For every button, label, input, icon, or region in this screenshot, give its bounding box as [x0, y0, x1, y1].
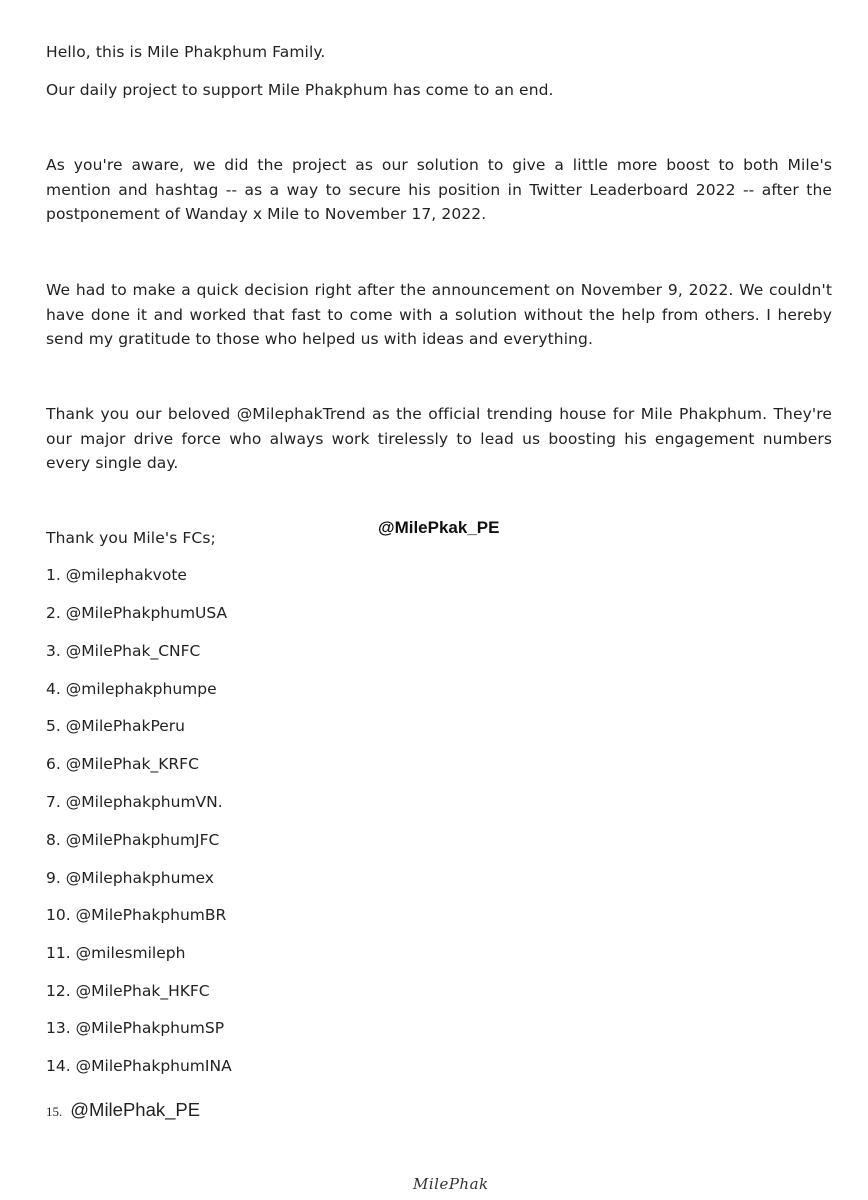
list-item-number: 4.	[46, 680, 61, 698]
list-item-handle: @milephakphumpe	[65, 680, 217, 698]
signature: MilePhak	[413, 1175, 489, 1193]
list-item	[46, 716, 185, 736]
list-item-number: 2.	[46, 604, 61, 622]
list-item-number: 7.	[46, 793, 61, 811]
list-item-number: 3.	[46, 642, 61, 660]
list-item-number: 10.	[46, 906, 71, 924]
list-item-number: 11.	[46, 944, 71, 962]
list-item	[46, 792, 223, 812]
list-item-handle: @MilePhakphumBR	[75, 906, 227, 924]
list-item-handle: @MilePhak_PE	[70, 1099, 201, 1120]
list-item	[46, 565, 187, 585]
list-item-number: 12.	[46, 982, 71, 1000]
list-item-handle: @MilePhakphumUSA	[65, 604, 228, 622]
intro-line: Our daily project to support Mile Phakphum has come to an end.	[46, 81, 554, 99]
list-item	[46, 603, 227, 623]
list-item-handle: @MilePhakphumINA	[75, 1057, 232, 1075]
list-item-handle: @MilePhak_KRFC	[65, 755, 199, 773]
list-item-number: 9.	[46, 869, 61, 887]
list-item	[46, 830, 219, 850]
list-item-handle: @MilePhakphumJFC	[65, 831, 220, 849]
paragraph-project-purpose: As you're aware, we did the project as our solution to give a little more boost to both Mile's mention and hashtag -- as a way to secure his position in Twitter Leaderboard 2022 -- after the postponement of Wanday x Mile to November 17, 2022.	[46, 156, 832, 223]
list-item-handle: @MilePhak_CNFC	[65, 642, 201, 660]
list-item-handle: @MilephakphumVN.	[65, 793, 223, 811]
overlay-handle-text: @MilePkak_PE	[378, 518, 500, 537]
list-item	[46, 1056, 232, 1076]
greeting: Hello, this is Mile Phakphum Family.	[46, 43, 326, 61]
list-item	[46, 641, 200, 661]
list-item	[46, 754, 199, 774]
list-item	[46, 943, 185, 963]
list-item-handle: @milesmileph	[75, 944, 186, 962]
list-item-number: 6.	[46, 755, 61, 773]
list-item	[46, 1018, 224, 1038]
list-item-number: 1.	[46, 566, 61, 584]
list-item-number: 5.	[46, 717, 61, 735]
list-item	[46, 981, 210, 1001]
list-item-handle: @MilePhakphumSP	[75, 1019, 225, 1037]
list-item-number: 8.	[46, 831, 61, 849]
paragraph-trending-house: Thank you our beloved @MilephakTrend as the official trending house for Mile Phakphum. They're our major drive force who always work tirelessly to lead us boosting his engagement numbers every single day.	[46, 405, 832, 472]
list-item	[46, 679, 217, 699]
list-item-handle: @MilePhak_HKFC	[75, 982, 210, 1000]
list-item-number: 13.	[46, 1019, 71, 1037]
list-item-handle: @milephakvote	[65, 566, 187, 584]
list-item-handle: @MilePhakPeru	[65, 717, 185, 735]
list-item-number: 15.	[46, 1104, 63, 1119]
list-item	[46, 1100, 200, 1122]
fc-heading: Thank you Mile's FCs;	[46, 529, 216, 547]
list-item-number: 14.	[46, 1057, 71, 1075]
list-item	[46, 905, 226, 925]
paragraph-gratitude: We had to make a quick decision right after the announcement on November 9, 2022. We couldn't have done it and worked that fast to come with a solution without the help from others. I hereby send my gratitude to those who helped us with ideas and everything.	[46, 281, 832, 348]
list-item	[46, 868, 214, 888]
list-item-handle: @Milephakphumex	[65, 869, 214, 887]
